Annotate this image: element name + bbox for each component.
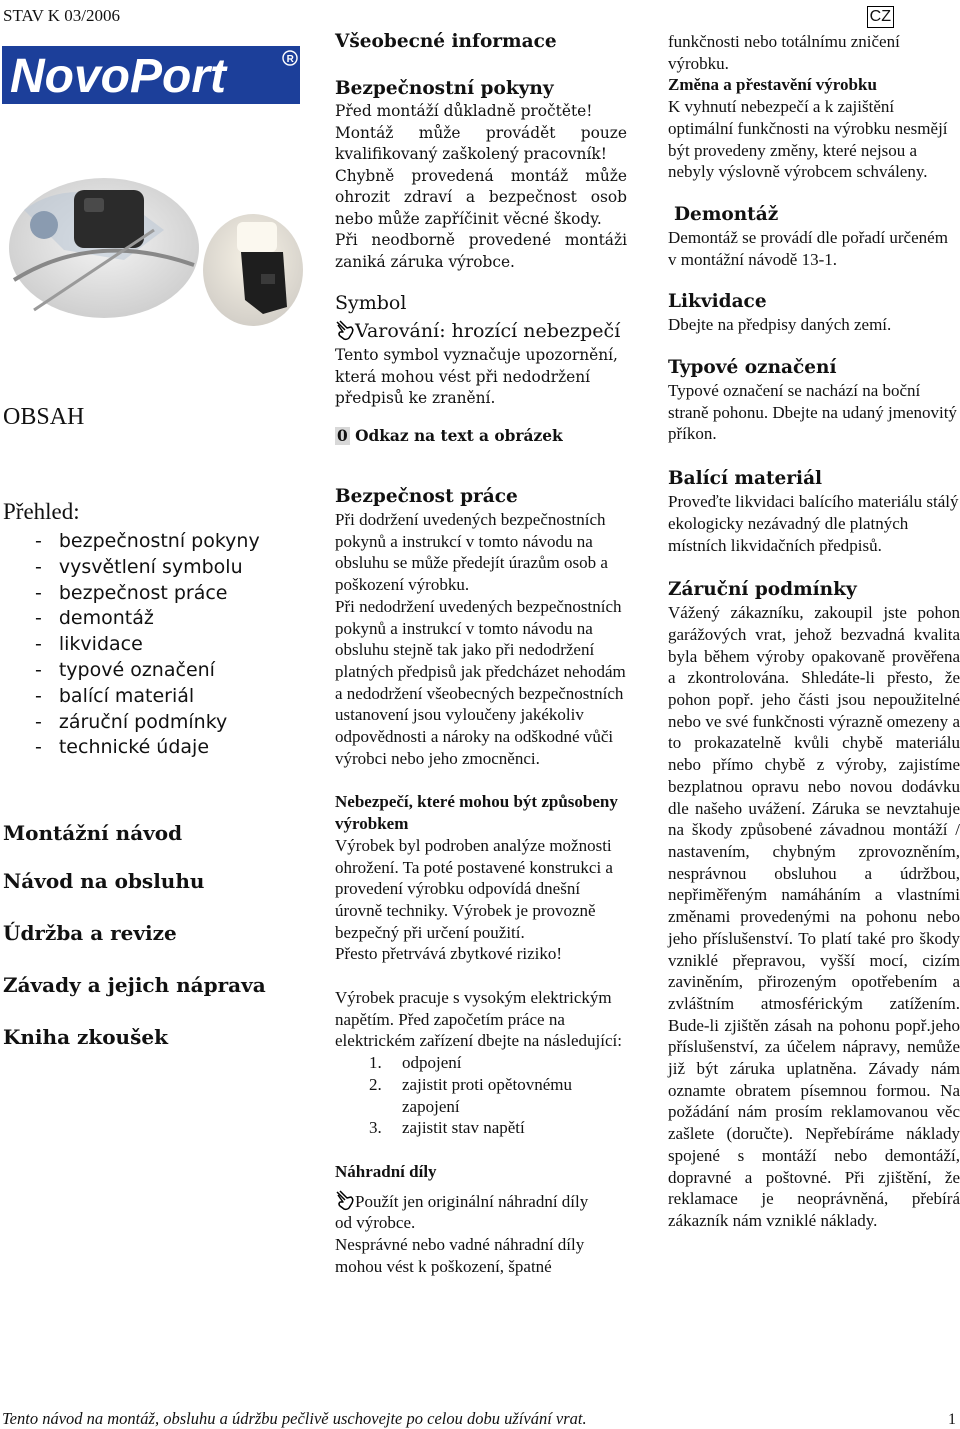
- list-item: - balící materiál: [35, 684, 195, 707]
- right-column: [668, 6, 960, 1232]
- list-item: 2. zajistit proti opětovnému zapojení: [369, 1074, 572, 1116]
- list-item: 3. zajistit stav napětí: [369, 1118, 525, 1138]
- warranty-heading: Záruční podmínky: [668, 579, 857, 601]
- footer-note: Tento návod na montáž, obsluhu a údržbu pečlivě uschovejte po celou dobu užívání vrat.: [2, 1409, 587, 1428]
- list-item: - technické údaje: [35, 736, 210, 759]
- section-faults: Závady a jejich náprava: [3, 973, 266, 997]
- list-item: - demontáž: [35, 607, 154, 630]
- list-item: - bezpečnostní pokyny: [35, 530, 260, 552]
- drive-unit-photo: [4, 170, 199, 320]
- overview-list: [3, 529, 260, 761]
- symbol-heading: Symbol: [335, 292, 407, 314]
- section-operation: Návod na obsluhu: [3, 869, 205, 893]
- safety-line: Montáž může provádět pouze kvalifikovaný zaškolený pracovník!: [335, 123, 627, 163]
- section-assembly: Montážní návod: [3, 821, 183, 845]
- danger-heading: Nebezpečí, které mohou být způsobeny výrobkem: [335, 792, 618, 834]
- svg-text:R: R: [286, 54, 294, 65]
- middle-column: [335, 30, 627, 1278]
- document-status: STAV K 03/2006: [3, 6, 121, 25]
- overview-heading: Přehled:: [3, 499, 80, 524]
- disassembly-paragraph: Demontáž se provádí dle pořadí určeném v montážní návodě 13-1.: [668, 227, 948, 269]
- warning-text: Tento symbol vyznačuje upozornění, která mohou vést při nedodržení předpisů ke zranění.: [335, 346, 618, 407]
- change-paragraph: K vyhnutí nebezpečí a k zajištění optimální funkčnosti na výrobku nesmějí být provedeny změny, které nejsou a nebyly výslovně výrobcem schváleny.: [668, 97, 948, 182]
- pointing-hand-icon: [335, 1189, 355, 1211]
- list-item: - likvidace: [35, 633, 143, 656]
- type-label-heading: Typové označení: [668, 357, 837, 379]
- reference-note: 0 Odkaz na text a obrázek: [337, 426, 563, 445]
- lamp-photo: [203, 212, 303, 327]
- spare-parts-heading: Náhradní díly: [335, 1161, 437, 1181]
- page-number: 1: [948, 1411, 956, 1428]
- work-safety-paragraph: Při nedodržení uvedených bezpečnostních pokynů a instrukcí v tomto návodu na obsluhu stejně tak jako při nedodržení platných předpisů jak předcházet nehodám a nedodržení všeobecných bezpečnostních ustanovení jsou vyloučeny jakékoliv odpovědnosti a nároky na odškodné vůči výrobci nebo jeho zmocněnci.: [335, 596, 626, 768]
- pointing-hand-icon: [335, 319, 355, 341]
- list-item: - bezpečnost práce: [35, 581, 228, 604]
- logo-text: NovoPort: [10, 50, 226, 103]
- section-maintenance: Údržba a revize: [3, 921, 177, 945]
- danger-paragraph: Výrobek byl podroben analýze možnosti ohrožení. Ta poté postavené konstrukci a provedení výrobku odpovídá dnešní úrovně techniky. Výrobek je provozně bezpečný při určení použití.: [335, 835, 613, 942]
- contents-heading: OBSAH: [3, 404, 85, 430]
- reference-marker: 0: [337, 426, 348, 445]
- work-safety-paragraph: Při dodržení uvedených bezpečnostních pokynů a instrukcí v tomto návodu na obsluhu se může předejít úrazům osob a poškození výrobku.: [335, 510, 608, 595]
- spare-parts-paragraph: Nesprávné nebo vadné náhradní díly mohou vést k poškození, špatné: [335, 1235, 585, 1276]
- list-item: - záruční podmínky: [35, 710, 228, 733]
- danger-paragraph: Přesto přetrvává zbytkové riziko!: [335, 944, 563, 964]
- work-safety-heading: Bezpečnost práce: [335, 486, 518, 507]
- spare-parts-warning: Použít jen originální náhradní díly: [335, 1189, 627, 1213]
- packaging-heading: Balící materiál: [668, 468, 823, 490]
- novoport-logo: [2, 46, 300, 104]
- warranty-paragraph: Vážený zákazníku, zakoupil jste pohon garážových vrat, jehož bezvadná kvalita byla během výroby opakovaně prověřena a zkontrolována. Shledáte-li přesto, že pohon popř. jeho části jsou nepoužitelné nebo ve své funkčnosti výrazně omezeny a to prokazatelně kvůli chybě materiálu nebo přímo chybě z výroby, zajistíme bezplatnou opravu nebo novou dodávku dle našeho uvážení. Záruka se nevztahuje na škody způsobené závadnou montáží / nastavením, chybným zprovozněním, nesprávnou obsluhou a údržbou, nepřiměřeným namáháním a vlastními změnami provedenými na pohonu nebo jeho příslušenství. To platí také pro škody vzniklé přepravou, vyšší mocí, cizím zaviněním, přirozeným opotřebením a zvláštním atmosférickým zatížením. Bude-li zjištěn zásah na pohonu popř.jeho příslušenství, za účelem nápravy, nemůže již být záruka uplatněna. Závady nám oznamte obratem písemnou formou. Na požádání nám prosím reklamovanou věc zašlete (doručte). Nepřebíráme náklady spojené s montáží nebo demontáží, dopravné a poštovné. Při zjištění, že reklamace je neoprávněná, přebírá zákazník nám vzniklé náklady.: [668, 603, 960, 1230]
- safety-heading: Bezpečnostní pokyny: [335, 78, 554, 99]
- general-info-heading: Všeobecné informace: [335, 31, 557, 52]
- steps-list: [335, 1052, 627, 1139]
- packaging-paragraph: Proveďte likvidaci balícího materiálu stálý ekologicky nezávadný dle platných místních likvidačních předpisů.: [668, 492, 959, 555]
- disposal-paragraph: Dbejte na předpisy daných zemí.: [668, 315, 892, 335]
- list-item: - vysvětlení symbolu: [35, 555, 243, 578]
- list-item: - typové označení: [35, 658, 215, 681]
- disassembly-heading: Demontáž: [674, 203, 779, 225]
- disposal-heading: Likvidace: [668, 291, 767, 313]
- language-badge-wrap: [668, 6, 960, 29]
- spare-parts-text: od výrobce.: [335, 1213, 416, 1233]
- language-badge: CZ: [867, 6, 894, 28]
- safety-line: Před montáží důkladně pročtěte!: [335, 102, 593, 120]
- continued-text: funkčnosti nebo totálnímu zničení výrobku.: [668, 32, 900, 73]
- safety-line: Chybně provedená montáž může ohrozit zdraví a bezpečnost osob nebo může zapříčinit věcné škody.: [335, 166, 627, 228]
- safety-line: Při neodborně provedené montáži zaniká záruka výrobce.: [335, 231, 627, 271]
- warning-heading: Varování: hrozící nebezpečí: [335, 319, 627, 343]
- section-test-book: Kniha zkoušek: [3, 1025, 168, 1049]
- voltage-paragraph: Výrobek pracuje s vysokým elektrickým napětím. Před započetím práce na elektrickém zařízení dbejte na následující:: [335, 988, 622, 1051]
- list-item: 1. odpojení: [369, 1053, 462, 1073]
- change-heading: Změna a přestavění výrobku: [668, 75, 877, 95]
- type-label-paragraph: Typové označení se nachází na boční straně pohonu. Dbejte na udaný jmenovitý příkon.: [668, 381, 957, 444]
